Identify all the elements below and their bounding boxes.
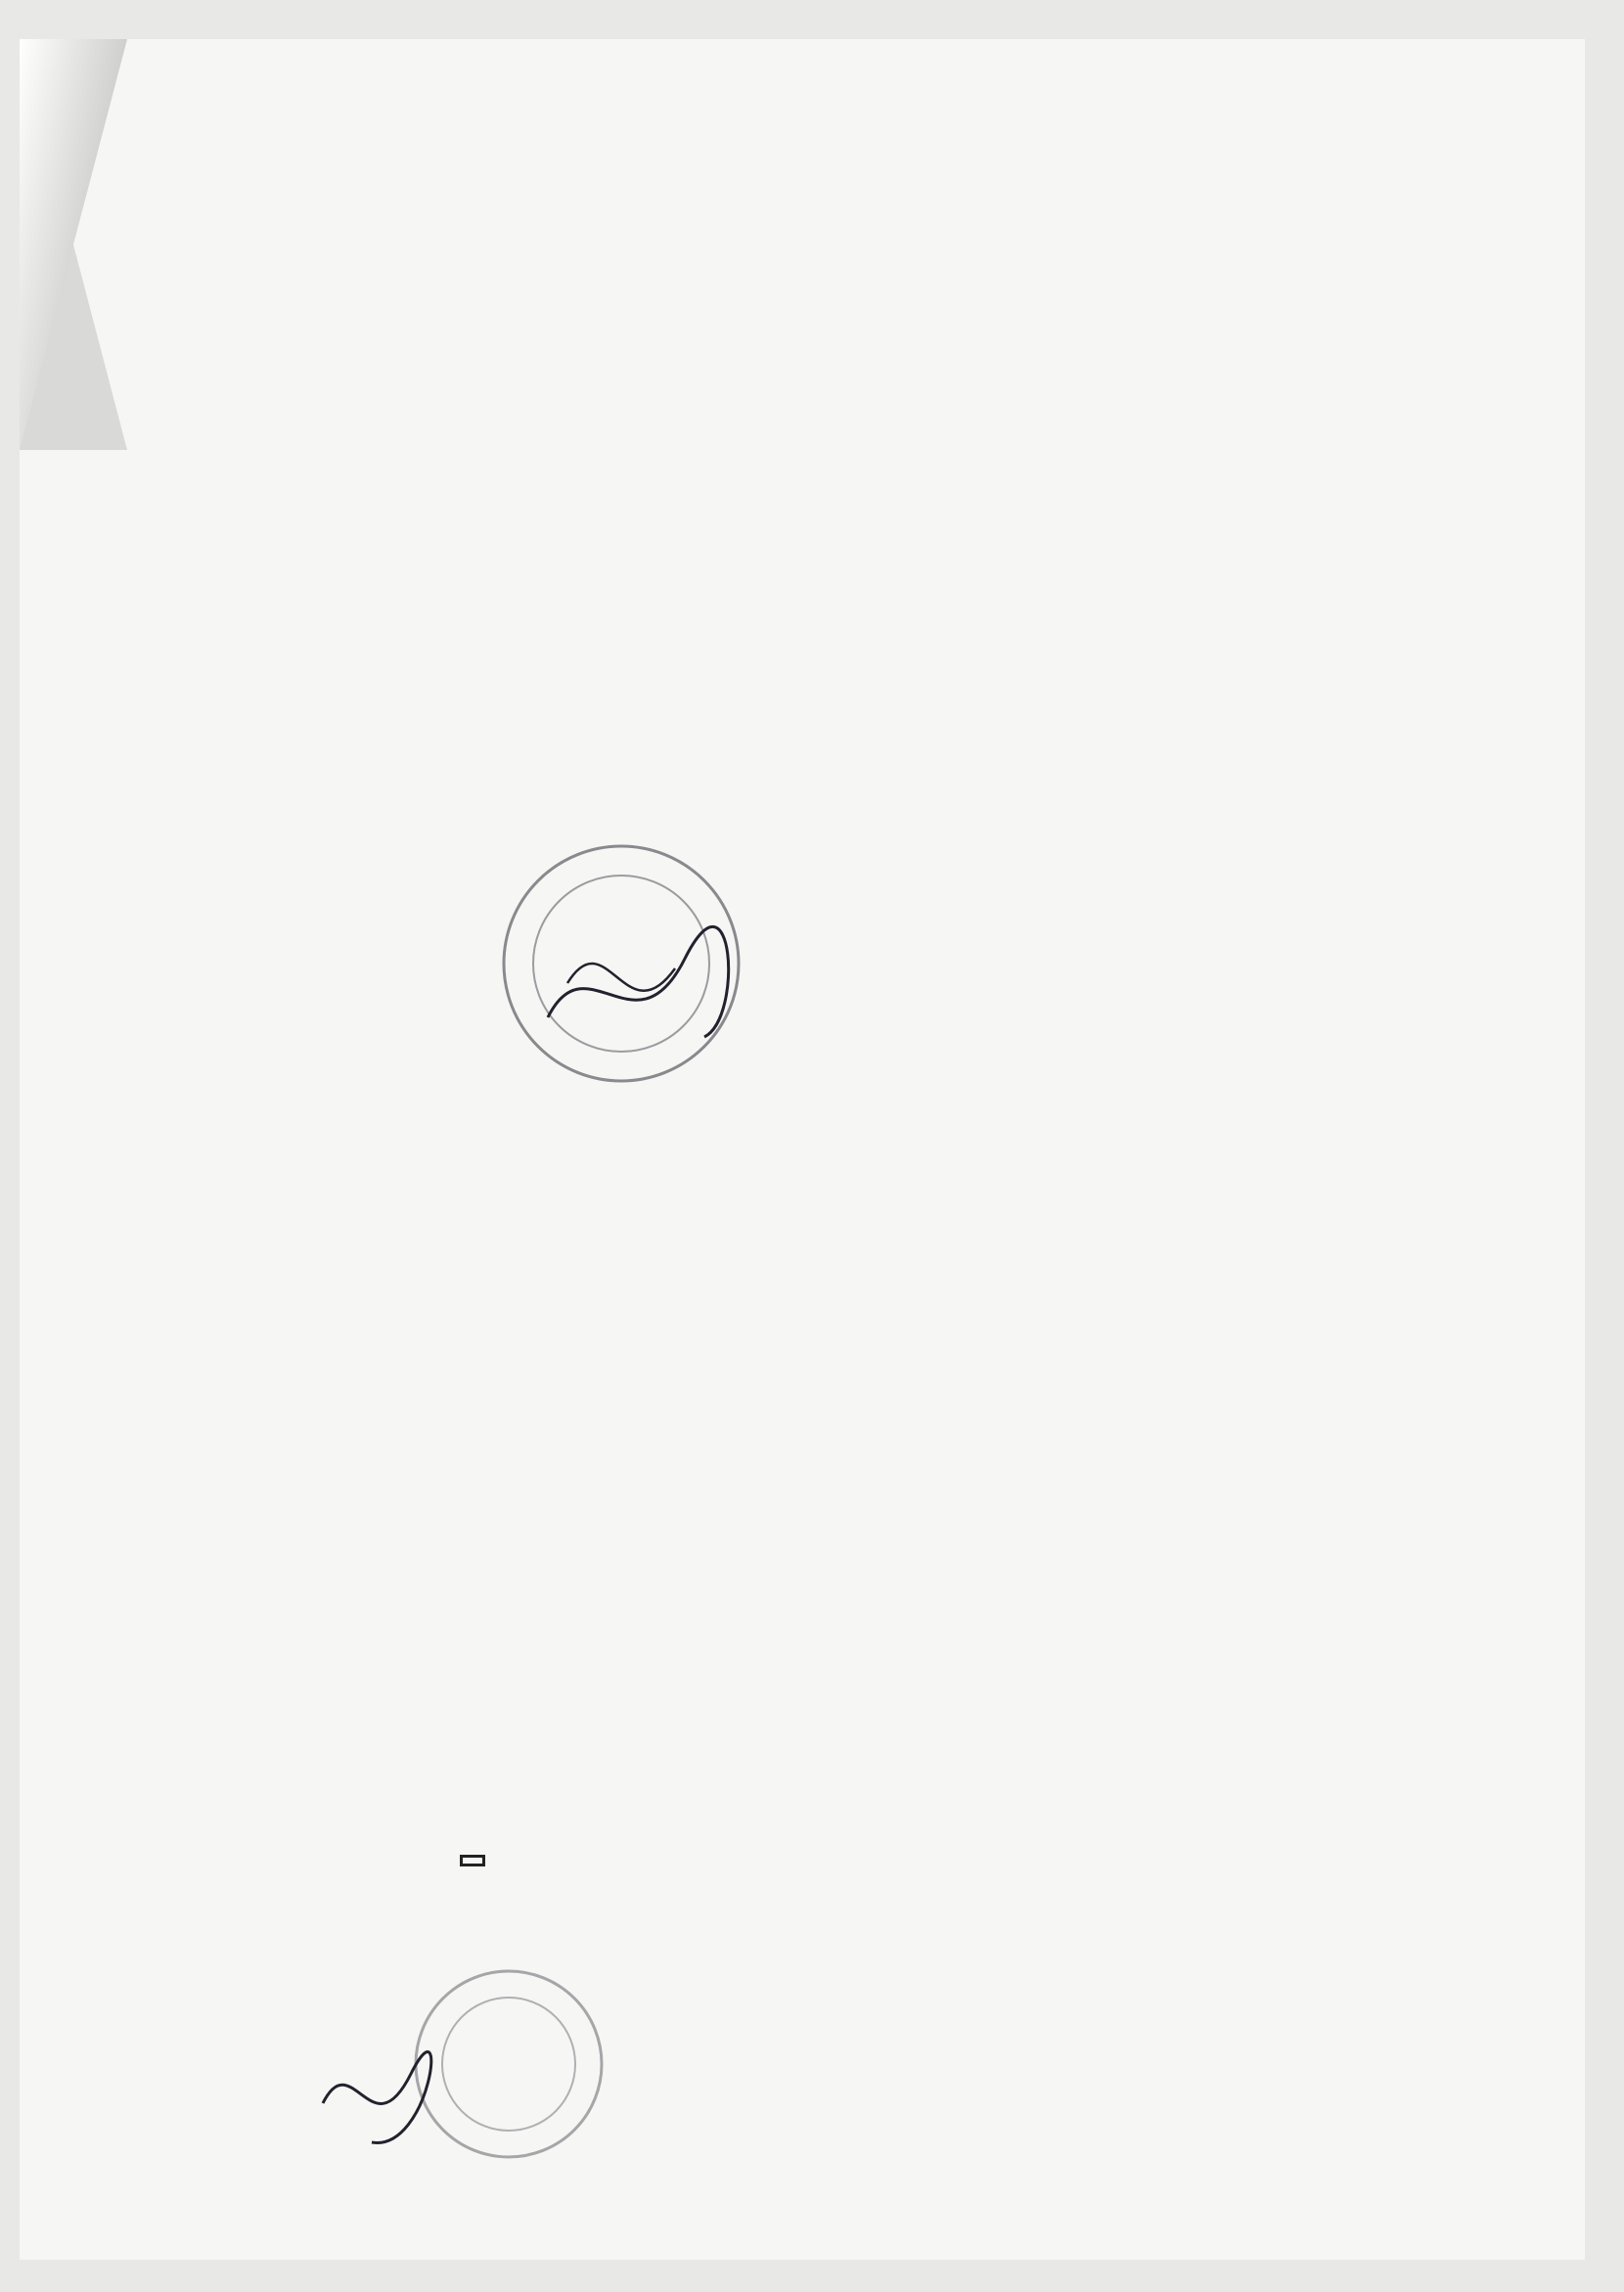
copy-true-stamp (460, 1855, 485, 1866)
